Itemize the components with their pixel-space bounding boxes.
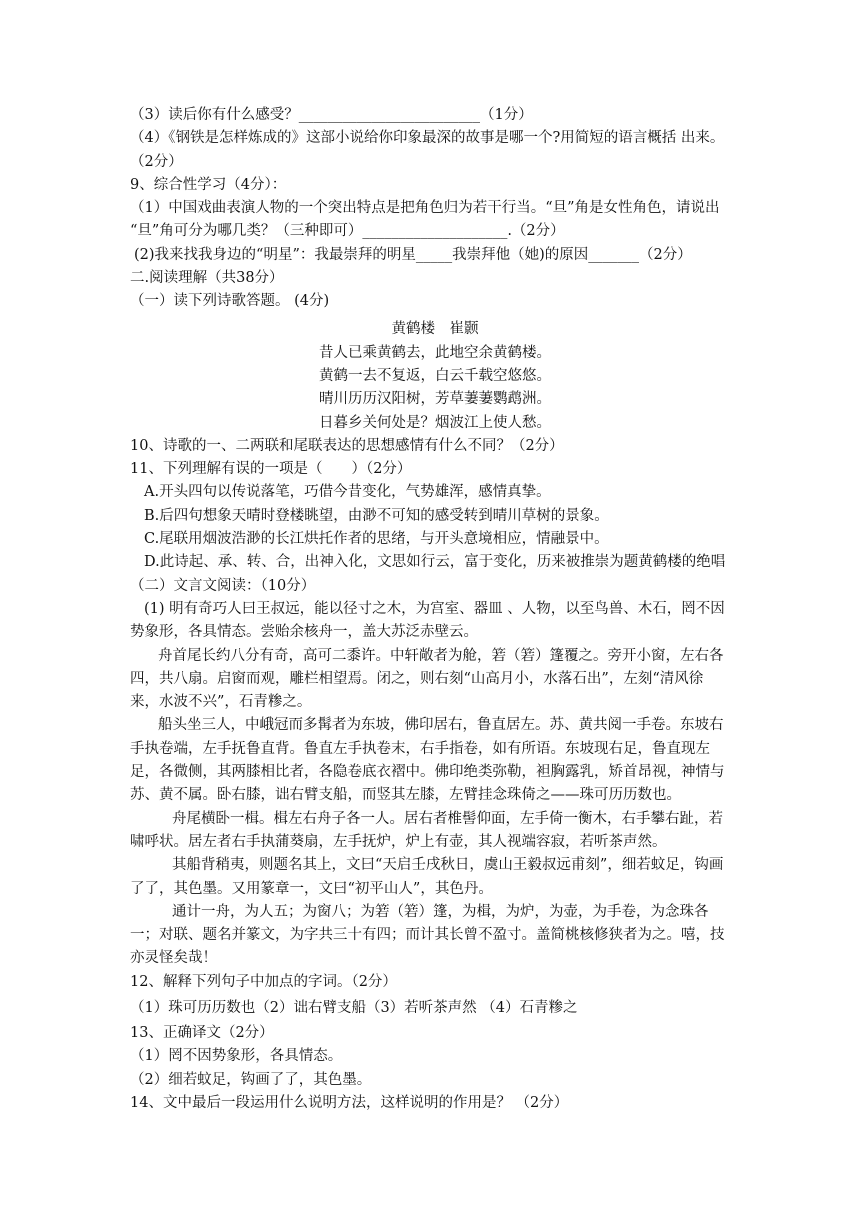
q9-title: 9、综合性学习（4分）： [130,176,287,193]
q8-part3: （3）读后你有什么感受？_________________________（1分） [130,107,533,123]
q13-stem: 13、正确译文（2分） [130,1024,274,1041]
section2-title: 二.阅读理解（共38分） [130,270,284,287]
q8-part4: （4）《钢铁是怎样炼成的》这部小说给你印象最深的故事是哪一个?用简短的语言概括 出来。（2分） [130,130,725,170]
q14: 14、文中最后一段运用什么说明方法，这样说明的作用是？ （2分） [130,1094,569,1111]
passage-paragraph-3: 船头坐三人，中峨冠而多髯者为东坡，佛印居右，鲁直居左。苏、黄共阅一手卷。东坡右手执卷端，左手抚鲁直背。鲁直左手执卷末，右手指卷，如有所语。东坡现右足，鲁直现左足，各微侧，其两膝相比者，各隐卷底衣褶中。佛印绝类弥勒，袒胸露乳，矫首昂视，神情与苏、黄不属。卧右膝，诎右臂支船，而竖其左膝，左臂挂念珠倚之——珠可历历数也。 [130,717,725,804]
passage-paragraph-6: 通计一舟，为人五；为窗八；为箬（箬）篷，为楫，为炉，为壶，为手卷，为念珠各一；对联、题名并篆文，为字共三十有四；而计其长曾不盈寸。盖简桃核修狭者为之。嘻，技亦灵怪矣哉！ [130,903,725,967]
q13-sentence-1: （1）罔不因势象形，各具情态。 [130,1048,343,1065]
q9-part1: （1）中国戏曲表演人物的一个突出特点是把角色归为若干行当。“旦”角是女性角色，请说出 “旦”角可分为哪几类？（三种即可）____________________.（2分） [130,200,720,240]
poem-title: 黄鹤楼 崔颢 [391,320,479,337]
section2-part1-title: （一）读下列诗歌答题。 (4分) [130,293,330,310]
q11-option-c: C.尾联用烟波浩渺的长江烘托作者的思绪，与开头意境相应，情融景中。 [144,531,609,548]
q11-option-a: A.开头四句以传说落笔，巧借今昔变化，气势雄浑，感情真挚。 [144,484,551,501]
poem-line: 昔人已乘黄鹤去，此地空余黄鹤楼。 [319,344,551,361]
q11-stem: 11、下列理解有误的一项是（ ）（2分） [130,461,412,478]
q12-stem: 12、解释下列句子中加点的字词。（2分） [130,973,397,990]
section2b-title: （二）文言文阅读：（10分） [130,577,316,594]
passage-paragraph-1: (1) 明有奇巧人曰王叔远，能以径寸之木，为宫室、器皿 、人物，以至鸟兽、木石，罔不因势象形，各具情态。尝贻余核舟一，盖大苏泛赤壁云。 [130,600,725,641]
q11-option-d: D.此诗起、承、转、合，出神入化，文思如行云，富于变化，历来被推崇为题黄鹤楼的绝唱 [144,554,726,571]
passage-paragraph-4: 舟尾横卧一楫。楫左右舟子各一人。居右者椎髻仰面，左手倚一衡木，右手攀右趾，若啸呼状。居左者右手执蒲葵扇，左手抚炉，炉上有壶，其人视端容寂，若听茶声然。 [130,810,723,850]
q11-option-b: B.后四句想象天晴时登楼眺望，由渺不可知的感受转到晴川草树的景象。 [144,507,609,524]
q12-items: （1）珠可历历数也（2）诎右臂支船（3）若听茶声然 （4）石青糁之 [130,999,578,1016]
poem-line: 日暮乡关何处是？烟波江上使人愁。 [319,414,551,431]
q13-sentence-2: （2）细若蚊足，钩画了了，其色墨。 [130,1071,372,1088]
q9-part2: (2)我来找我身边的“明星”：我最崇拜的明星_____我崇拜他（她)的原因_______（2分） [134,246,692,263]
passage-paragraph-2: 舟首尾长约八分有奇，高可二黍许。中轩敞者为舱，箬（箬）篷覆之。旁开小窗，左右各四，共八扇。启窗而观，雕栏相望焉。闭之，则右刻“山高月小，水落石出”，左刻“清风徐来，水波不兴”，石青糁之。 [130,647,724,711]
exam-page [130,104,740,1115]
passage-paragraph-5: 其船背稍夷，则题名其上，文曰“天启壬戌秋日，虞山王毅叔远甫刻”，细若蚊足，钩画了了，其色墨。又用篆章一，文曰“初平山人”，其色丹。 [130,857,724,897]
q10: 10、诗歌的一、二两联和尾联表达的思想感情有什么不同？（2分） [130,437,564,454]
poem-line: 黄鹤一去不复返，白云千载空悠悠。 [319,367,551,384]
poem-line: 晴川历历汉阳树，芳草萋萋鹦鹉洲。 [319,391,551,408]
